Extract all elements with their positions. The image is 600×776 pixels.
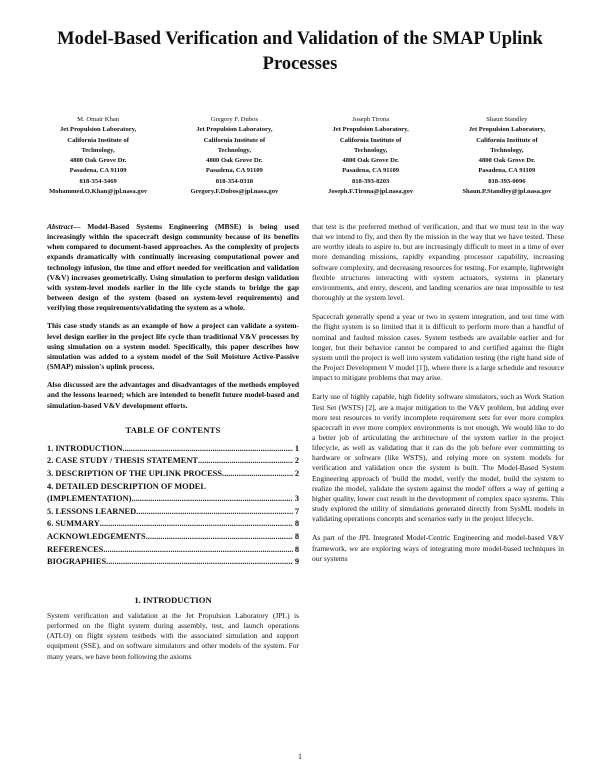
author-org: California Institute of	[339, 136, 402, 144]
toc-label: 6. SUMMARY	[47, 519, 100, 529]
author-org: California Institute of	[476, 136, 538, 144]
toc-entry[interactable]	[47, 544, 299, 557]
body-paragraph: As part of the JPL Integrated Model-Centric Engineering and model-based V&V framework, we are exploring ways of integrating more model-based techniques in our systems	[312, 533, 564, 563]
toc-label: BIOGRAPHIES	[47, 557, 107, 567]
table-of-contents	[47, 443, 299, 569]
toc-label: 3. DESCRIPTION OF THE UPLINK PROCESS	[47, 469, 222, 478]
abstract	[47, 222, 299, 411]
author-address: 4800 Oak Grove Dr.	[206, 157, 263, 165]
toc-page: 9	[294, 557, 299, 567]
author-3	[303, 115, 439, 197]
toc-page: 8	[294, 519, 299, 529]
author-address: 4800 Oak Grove Dr.	[478, 157, 536, 165]
author-phone: 818-393-0096	[488, 177, 526, 185]
author-org: Jet Propulsion Laboratory,	[196, 126, 273, 134]
toc-page: 1	[294, 443, 299, 453]
body-paragraph: Spacecraft generally spend a year or two in system integration, and test time with the flight system is so limited that it is difficult to perform more than a handful of nominal and faulted mission cases. System testbeds are available earlier and for longer, but their behavior cannot be compared to and certified against the flight system until the project is well into system validation testing (the right hand side of the Project Development V model [1]), where there is a large schedule and resource impact to mitigate problems that may arise.	[312, 312, 564, 383]
author-address: 4800 Oak Grove Dr.	[69, 157, 127, 165]
abstract-paragraph	[47, 222, 299, 313]
author-name: Gregory F. Dubos	[210, 116, 259, 123]
author-email: Shaun.P.Standley@jpl.nasa.gov	[462, 188, 552, 196]
toc-entry[interactable]	[47, 455, 299, 468]
author-org: Technology,	[353, 146, 388, 154]
toc-entry[interactable]	[47, 443, 299, 456]
author-city: Pasadena, CA 91109	[342, 167, 400, 175]
author-email: Mohammed.O.Khan@jpl.nasa.gov	[49, 188, 148, 196]
body-paragraph: that test is the preferred method of verification, and that we must test in the way that we intend to fly, and then fly the mission in the way that we have tested. These are worthy ideals to aspire to, but are increasingly difficult to meet in a time of ever more demanding missions, rapidly expanding processor capability, increasing software complexity, and decreasing resources for testing. For example, lightweight flexible structures interacting with system actuators, systems in planetary environments, and entry, descent, and landing scenarios are near impossible to test thoroughly at the system level.	[312, 222, 564, 303]
author-org: Technology,	[490, 146, 524, 154]
toc-entry[interactable]	[47, 468, 299, 481]
author-city: Pasadena, CA 91109	[205, 167, 263, 175]
author-city: Pasadena, CA 91109	[69, 167, 127, 175]
author-phone: 818-354-0318	[215, 177, 254, 185]
author-email: Gregory.F.Dubos@jpl.nasa.gov	[190, 188, 279, 196]
toc-page: 7	[294, 506, 299, 516]
toc-label: 5. LESSONS LEARNED	[47, 506, 137, 516]
toc-heading: TABLE OF CONTENTS	[125, 424, 221, 435]
author-email: Joseph.F.Tirona@jpl.nasa.gov	[328, 188, 414, 196]
toc-entry[interactable]	[47, 506, 299, 519]
toc-entry[interactable]	[47, 531, 299, 544]
abstract-paragraph: Also discussed are the advantages and disadvantages of the methods employed and the lessons learned; which are intended to benefit future model-based and simulation-based V&V development efforts.	[47, 380, 299, 410]
author-name: Shaun Standley	[486, 116, 528, 123]
author-org: California Institute of	[67, 136, 129, 144]
left-column	[47, 222, 299, 671]
toc-label: REFERENCES	[47, 544, 104, 554]
author-block	[30, 115, 575, 197]
toc-label: ACKNOWLEDGEMENTS	[47, 531, 146, 541]
author-org: California Institute of	[203, 136, 266, 144]
author-2	[166, 115, 302, 197]
abstract-text: — Model-Based Systems Engineering (MBSE) is being used increasingly within the spacecraft design community because of its benefits when compared to document-based approaches. As the complexity of projects expands dramatically with continually increasing computational power and technology infusion, the time and effort needed for verification and validation (V&V) increases geometrically. Using simulation to perform design validation with system-level models earlier in the life cycle stands to bridge the gap between design of the system (based on system-level requirements) and verifying those requirements/validating the system as a whole.	[47, 222, 299, 313]
author-org: Jet Propulsion Laboratory,	[468, 126, 545, 134]
toc-label: 4. DETAILED DESCRIPTION OF MODEL	[47, 481, 206, 491]
toc-label: (IMPLEMENTATION)	[47, 494, 132, 504]
toc-entry[interactable]	[47, 556, 299, 569]
page-number: 1	[298, 752, 302, 761]
body-paragraph: Early use of highly capable, high fidelity software simulators, such as Work Station Test Set (WSTS) [2], are a major mitigation to the V&V problem, but adding ever more test resources to verify incomplete requirement sets for ever more complex spacecraft in ever more complex environments is not enough. We would like to do a better job of articulating the architecture of the system earlier in the project lifecycle, as well as validating that it can do the job before ever committing to hardware or software (like WSTS), and relying more on system models for verification and validation once the system is built. The Model-Based System Engineering approach of 'build the model, verify the model, build the system to realize the model, validate the system against the model' offers a way of getting a higher quality, lower cost result in the development of complex space systems. This study explored the utility of simulations generated directly from SysML models in validating operations concepts and scenarios early in the project lifecycle.	[312, 392, 564, 524]
toc-page: 3	[294, 494, 299, 504]
author-address: 4800 Oak Grove Dr.	[342, 157, 399, 165]
author-phone: 818-393-8203	[351, 177, 390, 185]
abstract-label: Abstract	[47, 222, 73, 231]
toc-page: 2	[294, 456, 299, 466]
author-city: Pasadena, CA 91109	[478, 167, 536, 175]
right-column	[312, 222, 564, 573]
author-name: Joseph Tirona	[352, 116, 390, 123]
abstract-paragraph: This case study stands as an example of how a project can validate a system-level design earlier in the project life cycle than traditional V&V processes by using simulation on a system model. Specifically, this paper describes how simulation was added to a system model of the Soil Moisture Active-Passive (SMAP) mission's uplink process.	[47, 321, 299, 372]
author-org: Jet Propulsion Laboratory,	[59, 126, 137, 134]
toc-label: 2. CASE STUDY / THESIS STATEMENT	[47, 456, 198, 466]
author-org: Technology,	[217, 146, 252, 154]
author-4	[439, 115, 575, 197]
toc-page: 8	[294, 531, 299, 541]
body-paragraph: System verification and validation at the Jet Propulsion Laboratory (JPL) is performed on the flight system during assembly, test, and launch operations (ATLO) on flight system testbeds with the associated simulation and support equipment (SSE), and on software simulators and other models of the system. For many years, we have been following the axioms	[47, 610, 299, 661]
section-heading-introduction: 1. INTRODUCTION	[134, 594, 212, 605]
paper-title: Model-Based Verification and Validation of the SMAP Uplink Processes	[57, 29, 543, 74]
author-name: M. Omair Khan	[77, 116, 120, 123]
toc-entry[interactable]	[47, 481, 299, 494]
author-1	[30, 115, 166, 197]
toc-label: 1. INTRODUCTION	[47, 443, 123, 453]
toc-entry[interactable]	[47, 518, 299, 531]
author-org: Jet Propulsion Laboratory,	[332, 126, 409, 134]
author-phone: 818-354-3469	[79, 177, 117, 185]
toc-entry[interactable]	[47, 493, 299, 506]
author-org: Technology,	[81, 146, 115, 154]
toc-page: 2	[294, 469, 299, 478]
introduction-body	[47, 611, 299, 662]
toc-page: 8	[294, 544, 299, 554]
